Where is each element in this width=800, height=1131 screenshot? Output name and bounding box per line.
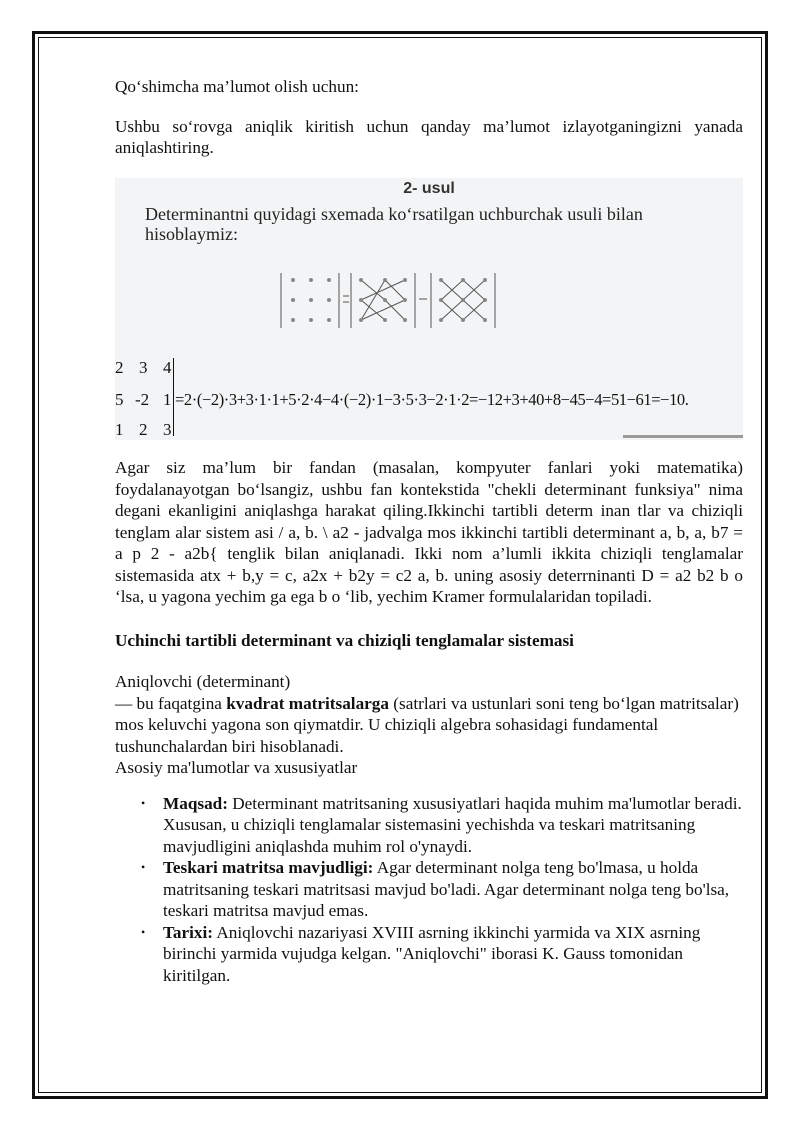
list-item [141, 922, 743, 987]
bullet-label: Tarixi: [163, 922, 213, 942]
triangle-scheme-diagram [115, 258, 743, 358]
figure-caption-line1: Determinantni quyidagi sxemada ko‘rsatilgan uchburchak usuli bilan [145, 204, 643, 224]
bullet-text: Aniqlovchi nazariyasi XVIII asrning ikkinchi yarmida va XIX asrning birinchi yarmida vujudga kelgan. "Aniqlovchi" iborasi K. Gauss tomonidan kiritilgan. [163, 922, 701, 985]
definition-bold-term: kvadrat matritsalarga [226, 693, 389, 713]
figure-title: 2- usul [403, 180, 455, 197]
definition-post: (satrlari va ustunlari soni teng bo‘lgan matritsalar) mos keluvchi yagona son qiymatdir. U chiziqli algebra sohasidagi fundamental tushunchalardan biri hisoblanadi. [115, 693, 739, 756]
bullet-text: Determinant matritsaning xususiyatlari haqida muhim ma'lumotlar beradi. Xususan, u chiziqli tenglamalar sistemasini yechishda va teskari matritsaning mavjudligini aniqlashda muhim rol o'ynaydi. [163, 793, 742, 856]
definition-title: Aniqlovchi (determinant) [115, 672, 291, 691]
bullet-label: Teskari matritsa mavjudligi: [163, 858, 374, 877]
agar-paragraph: Agar siz ma’lum bir fandan (masalan, kompyuter fanlari yoki matematika) foydalanayotgan bo‘lsangiz, ushbu fan kontekstida "chekli determinant funksiya" nima degani ekanligini aniqlashga harakat qiling.Ikkinchi tartibli determ inan tlar va chiziqli tenglam alar sistem asi / a, b. \ a2 - jadvalga mos ikkinchi tartibli determinant a, b, a, b7 = a p 2 - a2b{ tenglik bilan aniqlanadi. Ikki nom a’lumli ikkita chiziqli tenglamalar sistemasida atx + b,y = c, a2x + b2y = c2 a, b. uning asosiy deterrninanti D = a2 b2 b o ‘lsa, u yagona yechim ga ega b o ‘lib, yechim Kramer formulalaridan topiladi. [115, 458, 743, 606]
figure-divider [623, 435, 743, 438]
bullet-icon: • [141, 924, 146, 939]
properties-heading: Asosiy ma'lumotlar va xususiyatlar [115, 758, 358, 777]
document-body-continued [115, 457, 743, 986]
bullet-icon: • [141, 795, 146, 810]
list-item [141, 793, 743, 858]
matrix-cell: 5 [115, 390, 124, 409]
definition-pre: — bu faqatgina [115, 693, 227, 713]
matrix-cell: 1 [163, 390, 172, 409]
matrix-cell: 2 [139, 420, 148, 439]
matrix-cell: 1 [115, 420, 124, 439]
determinant-equation: =2·(−2)·3+3·1·1+5·2·4−4·(−2)·1−3·5·3−2·1·2=−12+3+40+8−45−4=51−61=−10. [175, 390, 689, 409]
bullet-label: Maqsad: [163, 793, 228, 813]
figure-caption-line2: hisoblaymiz: [145, 224, 238, 244]
document-body [115, 76, 743, 159]
intro-paragraph: Qo‘shimcha ma’lumot olish uchun: [115, 77, 359, 96]
method-figure [115, 178, 743, 440]
matrix-cell: 3 [163, 420, 172, 439]
determinant-calculation [115, 356, 743, 440]
matrix-cell: 2 [115, 358, 124, 377]
determinant-bar [173, 358, 174, 436]
bullet-icon: • [141, 860, 146, 874]
matrix-cell: -2 [135, 390, 150, 409]
list-item [141, 857, 743, 922]
definition-paragraph [115, 693, 743, 758]
matrix-cell: 4 [163, 358, 172, 377]
section-heading: Uchinchi tartibli determinant va chiziqli tenglamalar sistemasi [115, 630, 574, 650]
properties-list [115, 793, 743, 987]
clarify-paragraph: Ushbu so‘rovga aniqlik kiritish uchun qanday ma’lumot izlayotganingizni yanada aniqlashtiring. [115, 116, 743, 157]
bullet-text: Agar determinant nolga teng bo'lmasa, u holda matritsaning teskari matritsasi mavjud bo'ladi. Agar determinant nolga teng bo'lsa, teskari matritsa mavjud emas. [163, 858, 730, 920]
matrix-cell: 3 [139, 358, 148, 377]
